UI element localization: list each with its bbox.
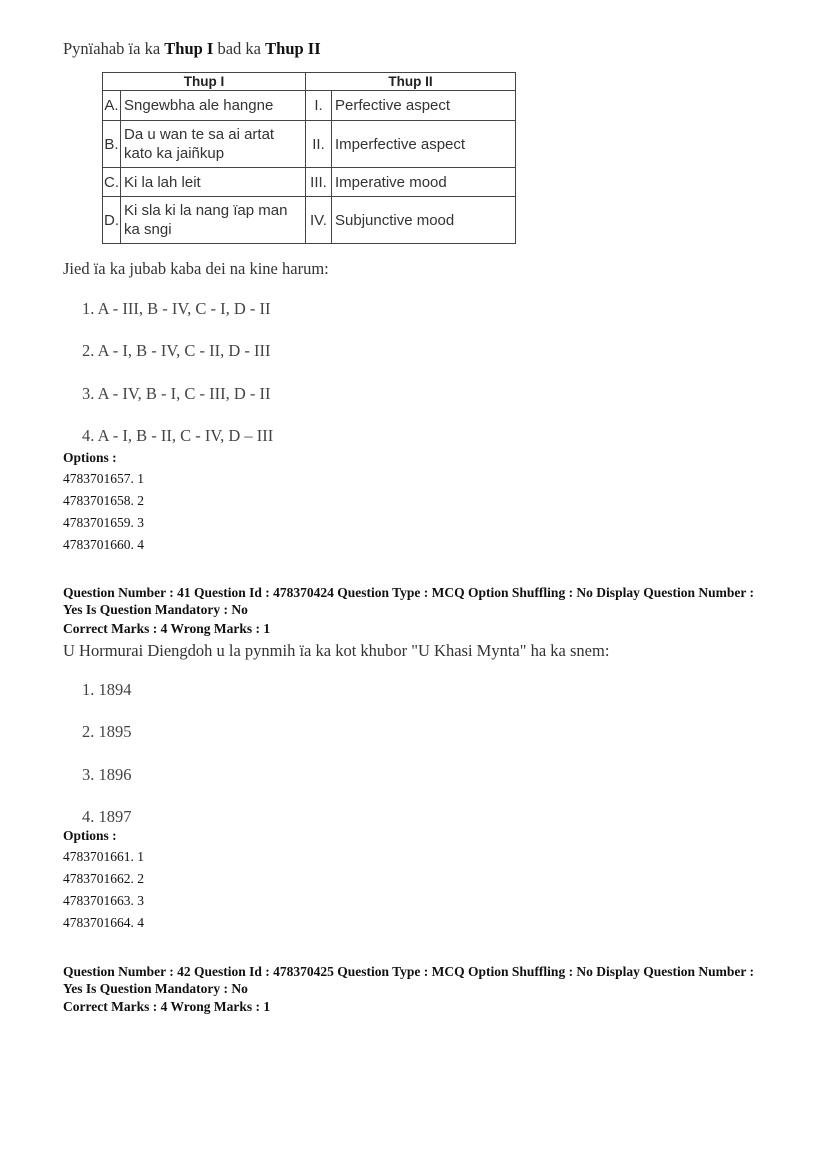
option-id: 4783701658. 2 — [63, 493, 144, 508]
question-marks: Correct Marks : 4 Wrong Marks : 1 — [63, 621, 271, 636]
answer-choice: 1. 1894 — [82, 680, 132, 699]
table-row: D. Ki sla ki la nang ïap man ka sngi IV. Subjunctive mood — [103, 197, 516, 244]
answer-choice: 3. A - IV, B - I, C - III, D - II — [82, 384, 271, 403]
question-info: Question Number : 42 Question Id : 478370425 Question Type : MCQ Option Shuffling : No Display Question Number : Yes Is Question Mandatory : No — [63, 964, 754, 996]
column-header-thup-1: Thup I — [103, 73, 306, 91]
answer-choice: 4. A - I, B - II, C - IV, D – III — [82, 426, 274, 445]
table-row: B. Da u wan te sa ai artat kato ka jaiñkup II. Imperfective aspect — [103, 121, 516, 168]
option-id: 4783701661. 1 — [63, 849, 144, 864]
answer-choice: 3. 1896 — [82, 765, 132, 784]
answer-choice: 1. A - III, B - IV, C - I, D - II — [82, 299, 271, 318]
match-instruction: Pynïahab ïa ka Thup I bad ka Thup II — [63, 39, 321, 58]
option-id: 4783701664. 4 — [63, 915, 144, 930]
option-id: 4783701659. 3 — [63, 515, 144, 530]
question-prompt: Jied ïa ka jubab kaba dei na kine harum: — [63, 259, 329, 278]
table-row: C. Ki la lah leit III. Imperative mood — [103, 168, 516, 197]
question-info: Question Number : 41 Question Id : 478370424 Question Type : MCQ Option Shuffling : No Display Question Number : Yes Is Question Mandatory : No — [63, 585, 754, 617]
question-text: U Hormurai Diengdoh u la pynmih ïa ka kot khubor "U Khasi Mynta" ha ka snem: — [63, 641, 610, 660]
options-label: Options : — [63, 450, 117, 465]
answer-choice: 2. 1895 — [82, 722, 132, 741]
option-id: 4783701663. 3 — [63, 893, 144, 908]
option-id: 4783701660. 4 — [63, 537, 144, 552]
option-id: 4783701657. 1 — [63, 471, 144, 486]
options-label: Options : — [63, 828, 117, 843]
answer-choice: 4. 1897 — [82, 807, 132, 826]
table-row: A. Sngewbha ale hangne I. Perfective aspect — [103, 91, 516, 121]
question-marks: Correct Marks : 4 Wrong Marks : 1 — [63, 999, 271, 1014]
answer-choice: 2. A - I, B - IV, C - II, D - III — [82, 341, 271, 360]
column-header-thup-2: Thup II — [306, 73, 516, 91]
option-id: 4783701662. 2 — [63, 871, 144, 886]
matching-table — [102, 72, 516, 244]
